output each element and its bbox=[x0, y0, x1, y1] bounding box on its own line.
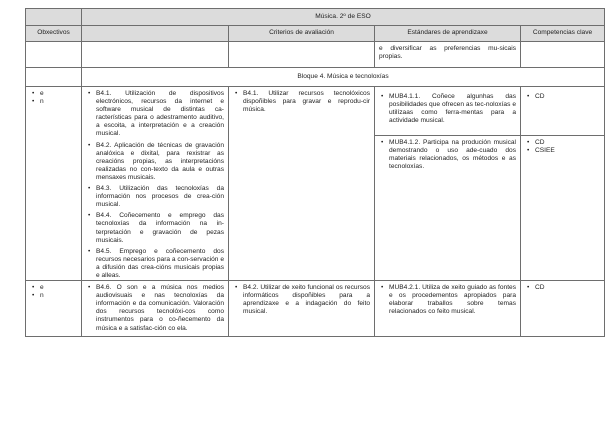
row2-competence-item: • CD bbox=[525, 284, 600, 292]
row1-objective-item: • e bbox=[30, 90, 77, 98]
row1-criterion-item: • B4.1. Utilizar recursos tecnolóxicos dispoñibles para gravar e reprodu-cir música. bbox=[233, 90, 370, 114]
row1-competence-item: • CD bbox=[525, 139, 600, 147]
curriculum-table-wrapper bbox=[25, 8, 605, 337]
row1-standard-item: • MUB4.1.1. Coñece algunhas das posibilidades que ofrecen as tec-noloxías e utilízaas como ferra-mentas para a actividade musical. bbox=[379, 93, 516, 125]
title-row bbox=[26, 9, 605, 26]
row2-standards bbox=[375, 281, 521, 337]
row1-content-item: • B4.2. Aplicación de técnicas de gravación analóxica e dixital, para rexistrar as creacións propias, as interpretacións realizadas no con-texto da aula e outras mensaxes musicais. bbox=[86, 142, 224, 182]
row1-objectives bbox=[26, 87, 82, 281]
row1-competence-box bbox=[521, 90, 604, 135]
block-left-blank bbox=[26, 68, 82, 87]
row1-competences bbox=[521, 87, 605, 281]
table-title: Música. 2º de ESO bbox=[82, 9, 605, 26]
row1-objective-item: • n bbox=[30, 98, 77, 106]
row1-criteria bbox=[229, 87, 375, 281]
header-competences: Competencias clave bbox=[521, 26, 605, 42]
row1-standard-box bbox=[375, 135, 520, 175]
row1-standard-box bbox=[375, 90, 520, 135]
cont-standard-text: e diversificar as preferencias mu-sicais propias. bbox=[375, 42, 521, 68]
block-title: Bloque 4. Música e tecnoloxías bbox=[82, 68, 605, 87]
row2-criterion-item: • B4.2. Utilizar de xeito funcional os recursos informáticos dispoñibles para a aprendizaxe e a indagación do feito musical. bbox=[233, 284, 370, 316]
cont-criteria bbox=[229, 42, 375, 68]
row1-standards bbox=[375, 87, 521, 281]
row2-objectives bbox=[26, 281, 82, 337]
row2-objective-item: • n bbox=[30, 292, 77, 300]
content-row-1 bbox=[26, 87, 605, 281]
title-left-blank bbox=[26, 9, 82, 26]
row1-content-item: • B4.3. Utilización das tecnoloxías da información nos procesos de crea-ción musical. bbox=[86, 185, 224, 209]
continuation-row bbox=[26, 42, 605, 68]
header-objectives: Obxectivos bbox=[26, 26, 82, 42]
content-row-2 bbox=[26, 281, 605, 337]
row1-competence-item: • CSIEE bbox=[525, 147, 600, 155]
row1-competence-item: • CD bbox=[525, 93, 600, 101]
row1-standard-item: • MUB4.1.2. Participa na produción musical demostrando o uso ade-cuado dos materiais relacionados, os métodos e as tecnoloxías. bbox=[379, 139, 516, 171]
cont-objectives bbox=[26, 42, 82, 68]
header-contents-blank bbox=[82, 26, 229, 42]
row2-competences bbox=[521, 281, 605, 337]
header-standards: Estándares de aprendizaxe bbox=[375, 26, 521, 42]
block-row bbox=[26, 68, 605, 87]
header-criteria: Criterios de avaliación bbox=[229, 26, 375, 42]
row1-content-item: • B4.4. Coñecemento e emprego das tecnoloxías da información na in-terpretación e gravación de pezas musicais. bbox=[86, 212, 224, 244]
row2-objective-item: • e bbox=[30, 284, 77, 292]
row1-content-item: • B4.5. Emprego e coñecemento dos recursos necesarios para a con-servación e a difusión das crea-cións musicais propias e alleas. bbox=[86, 248, 224, 280]
row2-contents bbox=[82, 281, 229, 337]
curriculum-table bbox=[25, 8, 605, 337]
row2-content-item: • B4.6. O son e a música nos medios audiovisuais e nas tecnoloxías da información e da comunicación. Valoración dos recursos tecnolóxi-cos como instrumentos para o co-ñecemento da música e a satisfac-ción co ela. bbox=[86, 284, 224, 333]
row2-standard-item: • MUB4.2.1. Utiliza de xeito guiado as fontes e os procedementos apropiados para elaborar traballos sobre temas relacionados co feito musical. bbox=[379, 284, 516, 316]
cont-contents bbox=[82, 42, 229, 68]
cont-competences bbox=[521, 42, 605, 68]
row1-contents bbox=[82, 87, 229, 281]
row1-content-item: • B4.1. Utilización de dispositivos electrónicos, recursos da internet e software musical de distintas ca-racterísticas para o adestramento auditivo, a escoita, a interpretación e a creación musical. bbox=[86, 90, 224, 139]
header-row bbox=[26, 26, 605, 42]
row1-competence-box bbox=[521, 135, 604, 159]
row2-criteria bbox=[229, 281, 375, 337]
